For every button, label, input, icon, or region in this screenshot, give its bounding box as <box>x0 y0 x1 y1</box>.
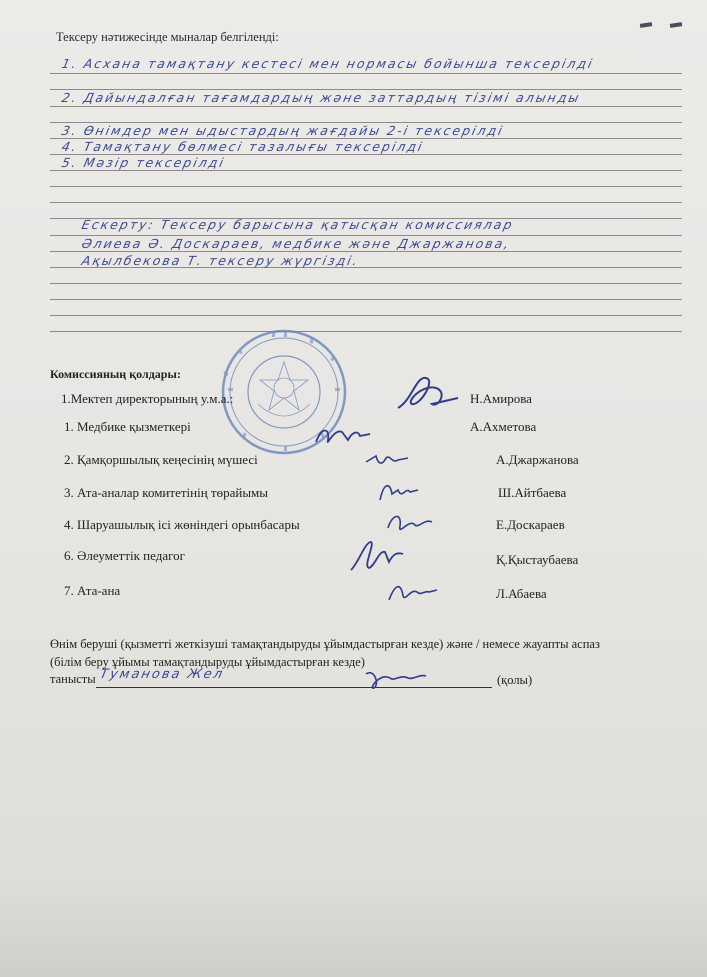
ruled-line <box>50 170 682 171</box>
ruled-line <box>50 331 682 332</box>
member-role: 2. Қамқоршылық кеңесінің мүшесі <box>64 452 258 467</box>
ruled-line <box>50 315 682 316</box>
signature-nurse <box>312 418 374 450</box>
note-line-3: Ақылбекова Т. тексеру жүргізді. <box>80 253 361 268</box>
footer-line-1: Өнім беруші (қызметті жеткізуші тамақтандыруды ұйымдастырған кезде) және / немесе жауапты аспаз <box>50 637 600 651</box>
signature-parent <box>385 578 441 606</box>
signature-label: (қолы) <box>497 673 533 687</box>
footer-line-2: (білім беру ұйымы тамақтандыруды ұйымдастырған кезде) <box>50 655 365 669</box>
page-title: Тексеру нәтижесінде мыналар белгіленді: <box>56 30 279 44</box>
member-name: Ш.Айтбаева <box>498 485 567 500</box>
member-role: 1. Медбике қызметкері <box>64 419 191 434</box>
signature-parents-chair <box>372 478 422 508</box>
signature-board-member <box>362 448 412 474</box>
chef-name-handwritten: Туманова Жел <box>98 667 226 682</box>
ruled-line <box>50 106 682 107</box>
signature-social-teacher <box>345 536 407 576</box>
ruled-line <box>50 73 682 74</box>
member-role: 3. Ата-аналар комитетінің төрайымы <box>64 485 269 500</box>
member-role: 4. Шаруашылық ісі жөніндегі орынбасары <box>64 517 300 532</box>
finding-4: 4. Тамақтану бөлмесі тазалығы тексерілді <box>60 139 426 154</box>
page-shadow <box>0 880 707 977</box>
member-role: 6. Әлеуметтік педагог <box>64 548 185 563</box>
member-name: А.Ахметова <box>470 419 537 434</box>
commission-title: Комиссияның қолдары: <box>50 367 181 381</box>
member-name: А.Джаржанова <box>496 452 579 467</box>
finding-3: 3. Өнімдер мен ыдыстардың жағдайы 2-і тексерілді <box>60 123 506 138</box>
member-name: Н.Амирова <box>470 391 532 406</box>
signature-underline <box>96 687 492 688</box>
finding-1: 1. Асхана тамақтану кестесі мен нормасы бойынша тексерілді <box>60 56 596 71</box>
signature-chef <box>360 664 432 692</box>
ruled-line <box>50 202 682 203</box>
note-line-2: Әлиева Ә. Доскараев, медбике және Джаржанова, <box>80 236 513 251</box>
member-name: Е.Доскараев <box>496 517 565 532</box>
finding-2: 2. Дайындалған тағамдардың және заттардың тізімі алынды <box>60 90 583 105</box>
member-name: Қ.Қыстаубаева <box>496 552 579 567</box>
ruled-line <box>50 299 682 300</box>
member-role: 7. Ата-ана <box>64 583 121 598</box>
signature-director <box>392 370 464 414</box>
footer-line-3: танысты <box>50 672 96 686</box>
member-role: 1.Мектеп директорының у.м.а.: <box>61 391 234 406</box>
note-line-1: Ескерту: Тексеру барысына қатысқан комиссиялар <box>80 217 516 232</box>
corner-marks <box>640 14 700 32</box>
ruled-line <box>50 251 682 252</box>
finding-5: 5. Мәзір тексерілді <box>60 155 227 170</box>
member-name: Л.Абаева <box>496 586 547 601</box>
ruled-line <box>50 186 682 187</box>
ruled-line <box>50 283 682 284</box>
